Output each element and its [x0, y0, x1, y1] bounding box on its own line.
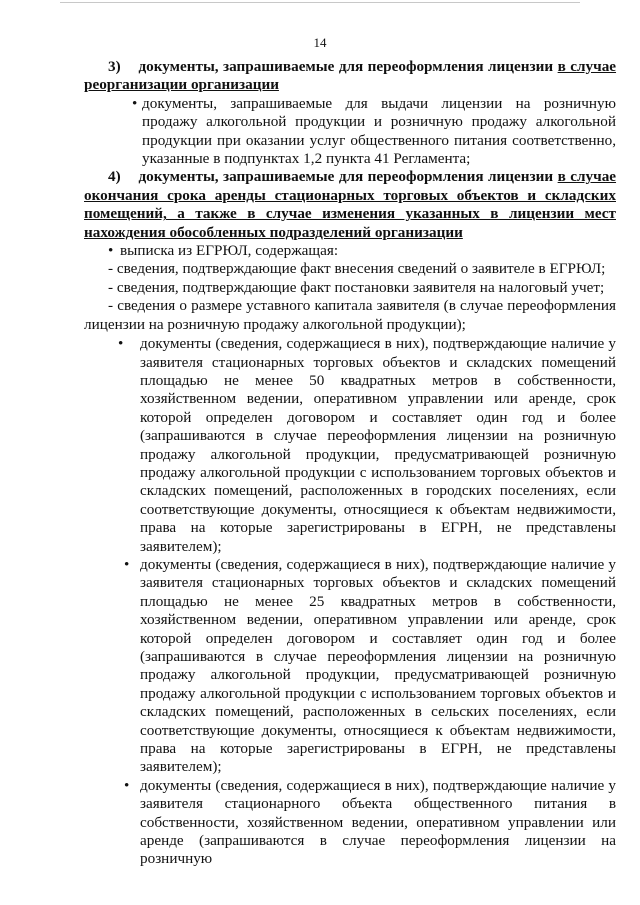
section-3-number: 3): [108, 58, 121, 75]
premises-50-bullet: [84, 335, 616, 556]
section-4-heading: [84, 168, 616, 242]
section-3-bullet: [84, 95, 616, 169]
bullet-icon: •: [132, 94, 138, 112]
section-4-number: 4): [108, 168, 121, 186]
bullet-icon: •: [124, 776, 130, 794]
section-3-heading: [84, 58, 616, 95]
section-3-condition: в случае реорганизации организации: [84, 58, 617, 94]
section-4-lead: документы, запрашиваемые для переоформления лицензии: [138, 168, 554, 186]
egrul-item: - сведения о размере уставного капитала заявителя (в случае переоформления лицензии на розничную продажу алкогольной продукции);: [84, 297, 616, 333]
premises-25-bullet: [84, 556, 616, 777]
section-4-condition: в случае окончания срока аренды стационарных торговых объектов и складских помещений, а также в случае изменения указанных в лицензии мест нахождения обособленных подразделений организации: [84, 168, 617, 241]
section-3-lead: документы, запрашиваемые для переоформления лицензии: [138, 58, 554, 75]
section-3-bullet-text: документы, запрашиваемые для выдачи лицензии на розничную продажу алкогольной продукции и розничную продажу алкогольной продукции при оказании услуг общественного питания соответственно, указанные в подпунктах 1,2 пункта 41 Регламента;: [142, 94, 616, 168]
top-scan-rule: [60, 2, 580, 3]
bullet-icon: •: [108, 242, 114, 260]
bullet-icon: •: [118, 335, 124, 353]
catering-bullet: [84, 777, 616, 869]
egrul-bullet-text: выписка из ЕГРЮЛ, содержащая:: [120, 242, 339, 260]
document-body: [84, 58, 616, 869]
catering-text: документы (сведения, содержащиеся в них), подтверждающие наличие у заявителя стационарного объекта общественного питания в собственности, хозяйственном ведении, оперативном управлении или аренде (запрашиваются в случае переоформления лицензии на розничную: [140, 776, 616, 868]
bullet-icon: •: [124, 555, 130, 573]
egrul-item: - сведения, подтверждающие факт внесения сведений о заявителе в ЕГРЮЛ;: [108, 260, 606, 278]
page-number: 14: [313, 35, 327, 50]
premises-25-text: документы (сведения, содержащиеся в них), подтверждающие наличие у заявителя стационарных торговых объектов и складских помещений площадью не менее 25 квадратных метров в собственности, хозяйственном ведении, оперативном управлении или аренде, срок которой определен договором и составляет один год и более (запрашиваются в случае переоформления лицензии на розничную продажу алкогольной продукции, предусматривающей розничную продажу алкогольной продукции с использованием торговых объектов и складских помещений, расположенных в сельских поселениях, если соответствующие документы, относящиеся к объектам недвижимости, права на которые зарегистрированы в ЕГРН, не представлены заявителем);: [140, 555, 616, 776]
premises-50-text: документы (сведения, содержащиеся в них), подтверждающие наличие у заявителя стационарных торговых объектов и складских помещений площадью не менее 50 квадратных метров в собственности, хозяйственном ведении, оперативном управлении или аренде, срок которой определен договором и составляет один год и более (запрашиваются в случае переоформления лицензии на розничную продажу алкогольной продукции, предусматривающей розничную продажу алкогольной продукции с использованием торговых объектов и складских помещений, расположенных в городских поселениях, если соответствующие документы, относящиеся к объектам недвижимости, права на которые зарегистрированы в ЕГРН, не представлены заявителем);: [140, 335, 616, 555]
egrul-item: - сведения, подтверждающие факт постановки заявителя на налоговый учет;: [108, 278, 605, 296]
egrul-bullet: [84, 242, 616, 260]
